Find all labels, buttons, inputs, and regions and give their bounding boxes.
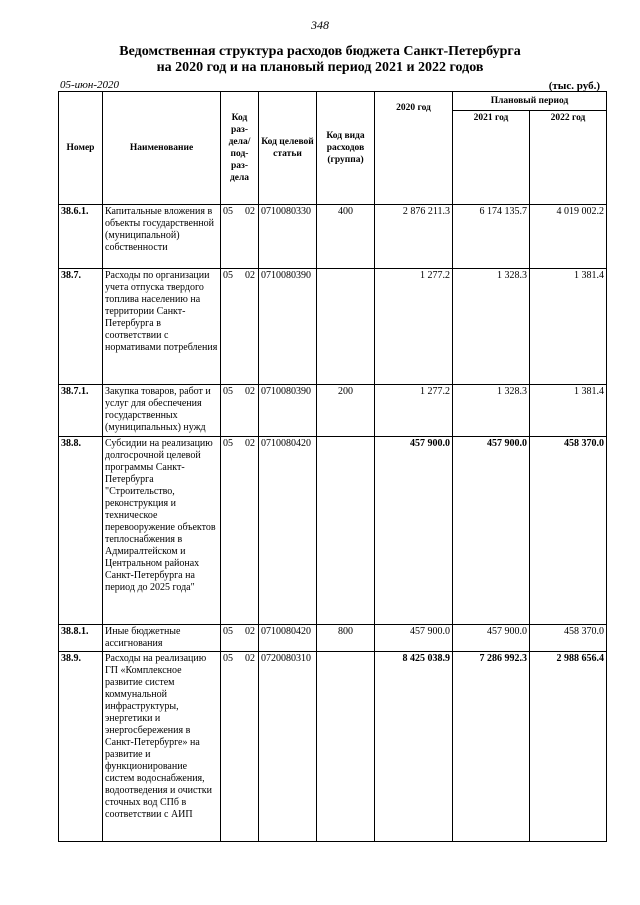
row-section-code: [221, 437, 259, 625]
subsection-code: 02: [245, 438, 255, 449]
row-number: 38.9.: [59, 652, 103, 842]
row-section-code: [221, 205, 259, 269]
row-amount-2020: 457 900.0: [375, 625, 453, 652]
row-name: Расходы по организации учета отпуска твердого топлива населению на территории Санкт-Петербурга в соответствии с нормативами потребления: [103, 269, 221, 385]
row-amount-2022: 458 370.0: [530, 437, 607, 625]
row-amount-2020: 457 900.0: [375, 437, 453, 625]
subsection-code: 02: [245, 386, 255, 397]
header-2022: 2022 год: [530, 111, 607, 205]
row-expense-type: 800: [317, 625, 375, 652]
subsection-code: 02: [245, 206, 255, 217]
row-name: Капитальные вложения в объекты государственной (муниципальной) собственности: [103, 205, 221, 269]
row-number: 38.7.1.: [59, 385, 103, 437]
document-title: [0, 44, 640, 76]
row-amount-2022: 458 370.0: [530, 625, 607, 652]
page-number: 348: [311, 18, 329, 32]
row-number: 38.8.: [59, 437, 103, 625]
section-code: 05: [223, 270, 233, 281]
row-target-code: 0710080390: [259, 269, 317, 385]
units-label: (тыс. руб.): [548, 80, 600, 92]
document-date: 05-июн-2020: [60, 79, 120, 91]
budget-table: [58, 91, 607, 842]
row-target-code: 0710080330: [259, 205, 317, 269]
header-2021: 2021 год: [453, 111, 530, 205]
row-expense-type: [317, 652, 375, 842]
section-code: 05: [223, 626, 233, 637]
row-target-code: 0710080390: [259, 385, 317, 437]
table-row: [59, 205, 607, 269]
row-target-code: 0710080420: [259, 625, 317, 652]
row-number: 38.7.: [59, 269, 103, 385]
row-target-code: 0710080420: [259, 437, 317, 625]
table-row: [59, 652, 607, 842]
row-name: Иные бюджетные ассигнования: [103, 625, 221, 652]
section-code: 05: [223, 438, 233, 449]
row-section-code: [221, 269, 259, 385]
title-line-2: на 2020 год и на плановый период 2021 и 2022 годов: [156, 60, 484, 75]
row-name: Закупка товаров, работ и услуг для обеспечения государственных (муниципальных) нужд: [103, 385, 221, 437]
row-amount-2022: 4 019 002.2: [530, 205, 607, 269]
row-section-code: [221, 652, 259, 842]
header-number: Номер: [59, 92, 103, 205]
table-row: [59, 385, 607, 437]
row-number: 38.8.1.: [59, 625, 103, 652]
subsection-code: 02: [245, 626, 255, 637]
header-2020: 2020 год: [375, 92, 453, 205]
table-row: [59, 625, 607, 652]
header-row-1: [59, 92, 607, 111]
row-expense-type: 400: [317, 205, 375, 269]
row-amount-2020: 8 425 038.9: [375, 652, 453, 842]
table-row: [59, 437, 607, 625]
row-expense-type: 200: [317, 385, 375, 437]
row-amount-2022: 1 381.4: [530, 269, 607, 385]
row-section-code: [221, 625, 259, 652]
header-expense-type: Код вида расходов (группа): [317, 92, 375, 205]
header-target: Код целевой статьи: [259, 92, 317, 205]
row-name: Субсидии на реализацию долгосрочной целевой программы Санкт-Петербурга "Строительство, реконструкция и техническое перевооружение объектов теплоснабжения в Адмиралтейском и Центральном районах Санкт-Петербурга на период до 2025 года": [103, 437, 221, 625]
header-section: Код раз-дела/ под-раз-дела: [221, 92, 259, 205]
table-row: [59, 269, 607, 385]
row-amount-2021: 6 174 135.7: [453, 205, 530, 269]
row-name: Расходы на реализацию ГП «Комплексное развитие систем коммунальной инфраструктуры, энергетики и энергосбережения в Санкт-Петербурге» на развитие и функционирование систем водоснабжения, водоотведения и очистки сточных вод СПб в соответствии с АИП: [103, 652, 221, 842]
row-amount-2020: 2 876 211.3: [375, 205, 453, 269]
subsection-code: 02: [245, 270, 255, 281]
row-amount-2021: 457 900.0: [453, 625, 530, 652]
subsection-code: 02: [245, 653, 255, 664]
row-expense-type: [317, 437, 375, 625]
section-code: 05: [223, 653, 233, 664]
section-code: 05: [223, 386, 233, 397]
row-amount-2020: 1 277.2: [375, 385, 453, 437]
row-amount-2021: 457 900.0: [453, 437, 530, 625]
row-amount-2020: 1 277.2: [375, 269, 453, 385]
row-expense-type: [317, 269, 375, 385]
title-line-1: Ведомственная структура расходов бюджета Санкт-Петербурга: [119, 44, 521, 59]
row-amount-2022: 1 381.4: [530, 385, 607, 437]
section-code: 05: [223, 206, 233, 217]
row-amount-2022: 2 988 656.4: [530, 652, 607, 842]
row-amount-2021: 7 286 992.3: [453, 652, 530, 842]
row-target-code: 0720080310: [259, 652, 317, 842]
row-amount-2021: 1 328.3: [453, 385, 530, 437]
header-planned: Плановый период: [453, 92, 607, 111]
header-name: Наименование: [103, 92, 221, 205]
row-number: 38.6.1.: [59, 205, 103, 269]
row-amount-2021: 1 328.3: [453, 269, 530, 385]
row-section-code: [221, 385, 259, 437]
